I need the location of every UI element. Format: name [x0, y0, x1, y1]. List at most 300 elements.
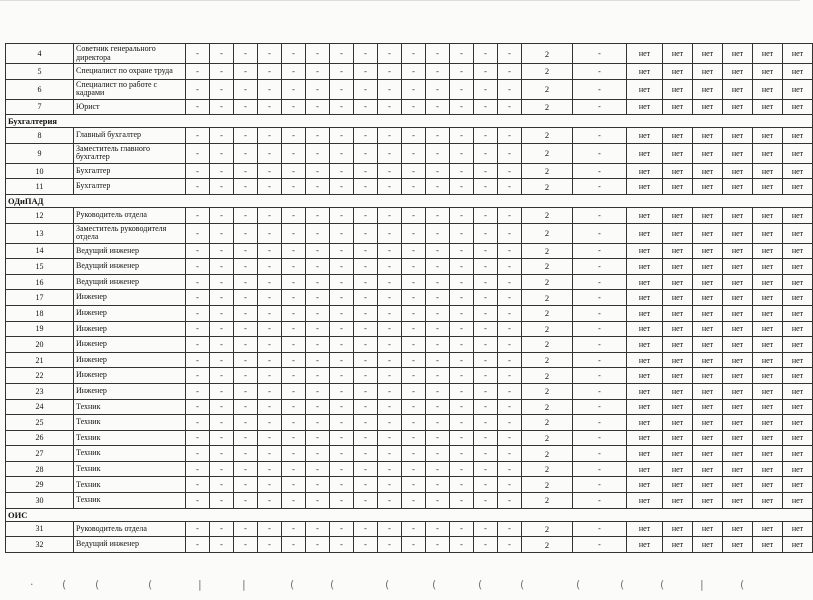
no-cell: нет [783, 415, 813, 431]
no-cell: нет [627, 521, 663, 537]
dash-cell: - [402, 64, 426, 80]
no-cell: нет [783, 99, 813, 115]
row-number: 26 [6, 430, 74, 446]
value-cell: 2 [522, 493, 573, 509]
dash-cell: - [306, 64, 330, 80]
dash-cell: - [573, 446, 627, 462]
dash-cell: - [450, 163, 474, 179]
table-row [6, 446, 813, 462]
dash-cell: - [330, 368, 354, 384]
dash-cell: - [426, 521, 450, 537]
dash-cell: - [186, 521, 210, 537]
table-row [6, 305, 813, 321]
position-name: Инженер [74, 352, 186, 368]
row-number: 23 [6, 383, 74, 399]
no-cell: нет [723, 399, 753, 415]
no-cell: нет [723, 243, 753, 259]
dash-cell: - [402, 430, 426, 446]
dash-cell: - [258, 274, 282, 290]
dash-cell: - [186, 477, 210, 493]
dash-cell: - [378, 415, 402, 431]
value-cell: 2 [522, 179, 573, 195]
dash-cell: - [330, 399, 354, 415]
dash-cell: - [573, 415, 627, 431]
dash-cell: - [378, 368, 402, 384]
value-cell: 2 [522, 477, 573, 493]
dash-cell: - [306, 79, 330, 99]
position-name: Специалист по охране труда [74, 64, 186, 80]
no-cell: нет [723, 493, 753, 509]
row-number: 11 [6, 179, 74, 195]
no-cell: нет [693, 79, 723, 99]
dash-cell: - [210, 337, 234, 353]
dash-cell: - [234, 207, 258, 223]
no-cell: нет [627, 415, 663, 431]
dash-cell: - [450, 207, 474, 223]
dash-cell: - [426, 415, 450, 431]
dash-cell: - [282, 223, 306, 243]
dash-cell: - [330, 207, 354, 223]
no-cell: нет [693, 477, 723, 493]
dash-cell: - [426, 259, 450, 275]
value-cell: 2 [522, 99, 573, 115]
dash-cell: - [426, 179, 450, 195]
table-row [6, 99, 813, 115]
dash-cell: - [258, 207, 282, 223]
dash-cell: - [498, 477, 522, 493]
row-number: 29 [6, 477, 74, 493]
no-cell: нет [627, 383, 663, 399]
dash-cell: - [306, 537, 330, 553]
dash-cell: - [426, 399, 450, 415]
dash-cell: - [378, 383, 402, 399]
dash-cell: - [498, 368, 522, 384]
no-cell: нет [693, 143, 723, 163]
dash-cell: - [282, 128, 306, 144]
dash-cell: - [378, 521, 402, 537]
value-cell: 2 [522, 44, 573, 64]
table-row [6, 368, 813, 384]
dash-cell: - [378, 461, 402, 477]
table-row [6, 461, 813, 477]
dash-cell: - [234, 430, 258, 446]
dash-cell: - [306, 163, 330, 179]
dash-cell: - [282, 207, 306, 223]
dash-cell: - [426, 274, 450, 290]
dash-cell: - [306, 368, 330, 384]
no-cell: нет [663, 399, 693, 415]
dash-cell: - [258, 368, 282, 384]
dash-cell: - [354, 305, 378, 321]
dash-cell: - [234, 477, 258, 493]
dash-cell: - [306, 179, 330, 195]
no-cell: нет [663, 99, 693, 115]
scan-margin-marks: · ( ( ( | | ( ( ( ( ( ( ( ( ( | ( [30, 578, 745, 591]
position-name: Юрист [74, 99, 186, 115]
no-cell: нет [783, 352, 813, 368]
dash-cell: - [234, 321, 258, 337]
dash-cell: - [258, 352, 282, 368]
no-cell: нет [627, 368, 663, 384]
dash-cell: - [378, 537, 402, 553]
no-cell: нет [627, 352, 663, 368]
dash-cell: - [426, 79, 450, 99]
dash-cell: - [210, 461, 234, 477]
dash-cell: - [234, 305, 258, 321]
no-cell: нет [783, 321, 813, 337]
dash-cell: - [450, 223, 474, 243]
dash-cell: - [186, 368, 210, 384]
dash-cell: - [378, 399, 402, 415]
no-cell: нет [663, 259, 693, 275]
position-name: Ведущий инженер [74, 243, 186, 259]
no-cell: нет [663, 179, 693, 195]
dash-cell: - [426, 64, 450, 80]
section-label: Бухгалтерия [6, 115, 813, 128]
no-cell: нет [723, 128, 753, 144]
no-cell: нет [723, 430, 753, 446]
row-number: 19 [6, 321, 74, 337]
position-name: Инженер [74, 368, 186, 384]
position-name: Техник [74, 430, 186, 446]
dash-cell: - [426, 305, 450, 321]
dash-cell: - [234, 44, 258, 64]
dash-cell: - [234, 290, 258, 306]
dash-cell: - [186, 446, 210, 462]
no-cell: нет [693, 179, 723, 195]
value-cell: 2 [522, 415, 573, 431]
dash-cell: - [426, 430, 450, 446]
no-cell: нет [753, 352, 783, 368]
no-cell: нет [663, 79, 693, 99]
dash-cell: - [498, 44, 522, 64]
dash-cell: - [402, 99, 426, 115]
dash-cell: - [282, 446, 306, 462]
dash-cell: - [306, 477, 330, 493]
dash-cell: - [330, 99, 354, 115]
no-cell: нет [783, 79, 813, 99]
dash-cell: - [282, 143, 306, 163]
no-cell: нет [753, 446, 783, 462]
dash-cell: - [498, 223, 522, 243]
dash-cell: - [234, 446, 258, 462]
dash-cell: - [306, 321, 330, 337]
dash-cell: - [378, 44, 402, 64]
dash-cell: - [234, 79, 258, 99]
dash-cell: - [282, 243, 306, 259]
dash-cell: - [426, 99, 450, 115]
value-cell: 2 [522, 368, 573, 384]
dash-cell: - [498, 537, 522, 553]
no-cell: нет [783, 179, 813, 195]
dash-cell: - [330, 179, 354, 195]
dash-cell: - [378, 163, 402, 179]
dash-cell: - [354, 352, 378, 368]
dash-cell: - [573, 399, 627, 415]
dash-cell: - [282, 305, 306, 321]
no-cell: нет [693, 274, 723, 290]
dash-cell: - [306, 143, 330, 163]
dash-cell: - [474, 207, 498, 223]
dash-cell: - [306, 521, 330, 537]
dash-cell: - [282, 493, 306, 509]
row-number: 24 [6, 399, 74, 415]
dash-cell: - [450, 352, 474, 368]
dash-cell: - [402, 207, 426, 223]
dash-cell: - [234, 163, 258, 179]
dash-cell: - [474, 537, 498, 553]
dash-cell: - [330, 461, 354, 477]
position-name: Ведущий инженер [74, 259, 186, 275]
dash-cell: - [234, 143, 258, 163]
dash-cell: - [474, 415, 498, 431]
dash-cell: - [498, 415, 522, 431]
no-cell: нет [783, 537, 813, 553]
dash-cell: - [306, 415, 330, 431]
dash-cell: - [210, 493, 234, 509]
no-cell: нет [783, 446, 813, 462]
no-cell: нет [663, 430, 693, 446]
dash-cell: - [474, 79, 498, 99]
no-cell: нет [663, 383, 693, 399]
dash-cell: - [573, 44, 627, 64]
no-cell: нет [723, 223, 753, 243]
dash-cell: - [258, 290, 282, 306]
no-cell: нет [693, 44, 723, 64]
dash-cell: - [498, 352, 522, 368]
dash-cell: - [186, 537, 210, 553]
dash-cell: - [498, 305, 522, 321]
dash-cell: - [474, 179, 498, 195]
dash-cell: - [210, 259, 234, 275]
dash-cell: - [258, 223, 282, 243]
value-cell: 2 [522, 207, 573, 223]
dash-cell: - [426, 143, 450, 163]
dash-cell: - [498, 99, 522, 115]
position-name: Инженер [74, 290, 186, 306]
dash-cell: - [186, 207, 210, 223]
no-cell: нет [723, 368, 753, 384]
dash-cell: - [426, 223, 450, 243]
dash-cell: - [210, 44, 234, 64]
dash-cell: - [474, 521, 498, 537]
dash-cell: - [210, 290, 234, 306]
position-name: Инженер [74, 321, 186, 337]
dash-cell: - [354, 415, 378, 431]
dash-cell: - [306, 207, 330, 223]
no-cell: нет [663, 537, 693, 553]
dash-cell: - [186, 163, 210, 179]
table-row [6, 352, 813, 368]
no-cell: нет [663, 415, 693, 431]
dash-cell: - [450, 128, 474, 144]
no-cell: нет [753, 521, 783, 537]
dash-cell: - [573, 368, 627, 384]
no-cell: нет [753, 337, 783, 353]
dash-cell: - [258, 321, 282, 337]
dash-cell: - [234, 521, 258, 537]
dash-cell: - [378, 207, 402, 223]
dash-cell: - [450, 44, 474, 64]
dash-cell: - [402, 383, 426, 399]
no-cell: нет [627, 64, 663, 80]
no-cell: нет [693, 305, 723, 321]
dash-cell: - [573, 537, 627, 553]
dash-cell: - [402, 399, 426, 415]
position-name: Заместитель главного бухгалтер [74, 143, 186, 163]
dash-cell: - [402, 128, 426, 144]
no-cell: нет [663, 477, 693, 493]
position-name: Ведущий инженер [74, 537, 186, 553]
dash-cell: - [402, 259, 426, 275]
no-cell: нет [663, 337, 693, 353]
dash-cell: - [282, 179, 306, 195]
dash-cell: - [306, 352, 330, 368]
table-row [6, 243, 813, 259]
no-cell: нет [627, 274, 663, 290]
dash-cell: - [282, 79, 306, 99]
dash-cell: - [258, 537, 282, 553]
value-cell: 2 [522, 399, 573, 415]
dash-cell: - [498, 259, 522, 275]
no-cell: нет [753, 493, 783, 509]
row-number: 7 [6, 99, 74, 115]
dash-cell: - [354, 399, 378, 415]
no-cell: нет [723, 537, 753, 553]
dash-cell: - [234, 337, 258, 353]
dash-cell: - [210, 207, 234, 223]
dash-cell: - [573, 99, 627, 115]
table-row [6, 223, 813, 243]
row-number: 15 [6, 259, 74, 275]
no-cell: нет [627, 446, 663, 462]
row-number: 5 [6, 64, 74, 80]
no-cell: нет [753, 537, 783, 553]
no-cell: нет [663, 321, 693, 337]
no-cell: нет [723, 207, 753, 223]
no-cell: нет [627, 163, 663, 179]
no-cell: нет [783, 64, 813, 80]
dash-cell: - [573, 259, 627, 275]
dash-cell: - [258, 521, 282, 537]
dash-cell: - [306, 99, 330, 115]
dash-cell: - [330, 305, 354, 321]
dash-cell: - [306, 128, 330, 144]
no-cell: нет [693, 243, 723, 259]
value-cell: 2 [522, 321, 573, 337]
dash-cell: - [330, 477, 354, 493]
no-cell: нет [663, 493, 693, 509]
dash-cell: - [186, 493, 210, 509]
section-header-row [6, 194, 813, 207]
position-name: Техник [74, 477, 186, 493]
dash-cell: - [258, 143, 282, 163]
table-row [6, 337, 813, 353]
dash-cell: - [402, 44, 426, 64]
dash-cell: - [402, 79, 426, 99]
table-row [6, 415, 813, 431]
no-cell: нет [663, 207, 693, 223]
dash-cell: - [498, 446, 522, 462]
no-cell: нет [783, 521, 813, 537]
no-cell: нет [723, 79, 753, 99]
row-number: 31 [6, 521, 74, 537]
no-cell: нет [753, 383, 783, 399]
dash-cell: - [450, 274, 474, 290]
dash-cell: - [474, 259, 498, 275]
dash-cell: - [378, 259, 402, 275]
no-cell: нет [753, 259, 783, 275]
dash-cell: - [450, 99, 474, 115]
dash-cell: - [330, 493, 354, 509]
dash-cell: - [306, 290, 330, 306]
dash-cell: - [210, 79, 234, 99]
dash-cell: - [573, 521, 627, 537]
dash-cell: - [402, 415, 426, 431]
no-cell: нет [693, 399, 723, 415]
no-cell: нет [663, 44, 693, 64]
dash-cell: - [450, 259, 474, 275]
dash-cell: - [282, 337, 306, 353]
table-row [6, 290, 813, 306]
dash-cell: - [354, 430, 378, 446]
no-cell: нет [693, 430, 723, 446]
dash-cell: - [306, 337, 330, 353]
value-cell: 2 [522, 521, 573, 537]
dash-cell: - [330, 321, 354, 337]
dash-cell: - [330, 44, 354, 64]
dash-cell: - [474, 305, 498, 321]
no-cell: нет [783, 143, 813, 163]
dash-cell: - [186, 44, 210, 64]
dash-cell: - [330, 79, 354, 99]
dash-cell: - [330, 383, 354, 399]
table-row [6, 477, 813, 493]
dash-cell: - [378, 446, 402, 462]
row-number: 9 [6, 143, 74, 163]
dash-cell: - [426, 493, 450, 509]
row-number: 17 [6, 290, 74, 306]
row-number: 16 [6, 274, 74, 290]
dash-cell: - [498, 493, 522, 509]
dash-cell: - [282, 521, 306, 537]
row-number: 18 [6, 305, 74, 321]
dash-cell: - [186, 383, 210, 399]
dash-cell: - [378, 493, 402, 509]
dash-cell: - [474, 143, 498, 163]
no-cell: нет [783, 128, 813, 144]
dash-cell: - [234, 383, 258, 399]
no-cell: нет [753, 79, 783, 99]
dash-cell: - [378, 274, 402, 290]
no-cell: нет [723, 477, 753, 493]
dash-cell: - [402, 368, 426, 384]
dash-cell: - [573, 290, 627, 306]
dash-cell: - [258, 493, 282, 509]
dash-cell: - [573, 352, 627, 368]
dash-cell: - [474, 368, 498, 384]
position-name: Инженер [74, 305, 186, 321]
no-cell: нет [753, 415, 783, 431]
no-cell: нет [693, 521, 723, 537]
dash-cell: - [330, 537, 354, 553]
no-cell: нет [627, 99, 663, 115]
no-cell: нет [663, 521, 693, 537]
dash-cell: - [306, 493, 330, 509]
dash-cell: - [210, 399, 234, 415]
dash-cell: - [210, 415, 234, 431]
no-cell: нет [663, 352, 693, 368]
